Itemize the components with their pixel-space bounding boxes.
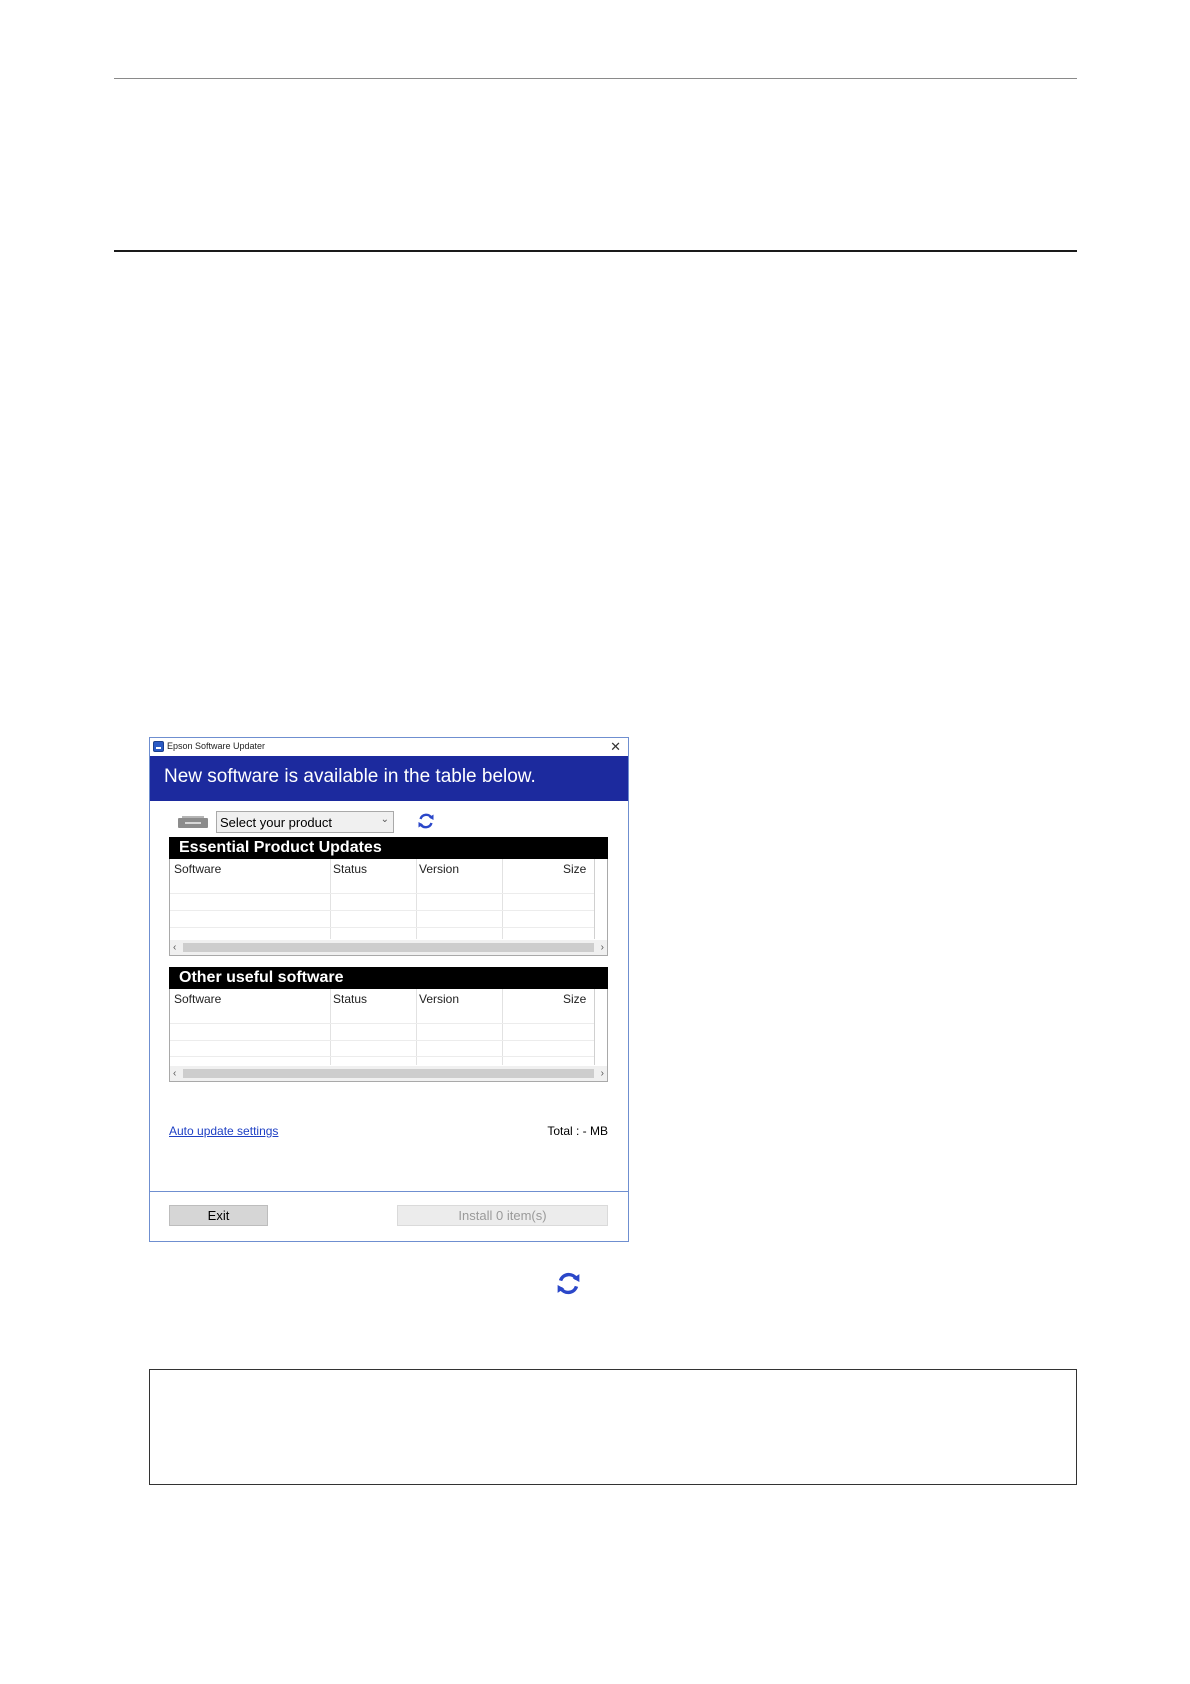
section-divider [114,250,1077,252]
exit-button[interactable]: Exit [169,1205,268,1226]
column-header-size[interactable]: Size [563,992,587,1006]
refresh-icon[interactable] [416,811,436,831]
essential-updates-table[interactable] [169,859,608,956]
scroll-right-icon[interactable]: › [600,942,604,953]
chevron-down-icon: ⌄ [380,814,389,825]
auto-update-settings-link[interactable]: Auto update settings [169,1124,279,1138]
column-divider [330,989,331,1065]
table-row [170,927,594,928]
column-header-status[interactable]: Status [333,992,368,1006]
column-header-version[interactable]: Version [419,862,460,876]
column-divider [416,989,417,1065]
close-icon[interactable]: ✕ [610,739,621,754]
title-bar [150,738,628,756]
column-header-version[interactable]: Version [419,992,460,1006]
horizontal-scrollbar[interactable] [170,1066,607,1081]
total-size: Total : - MB [547,1124,608,1138]
printer-icon [178,816,208,828]
app-icon [153,741,164,752]
note-box [149,1369,1077,1485]
vertical-scroll-strip [594,989,595,1065]
scrollbar-thumb[interactable] [183,1069,594,1078]
essential-updates-title: Essential Product Updates [179,839,382,856]
table-row [170,910,594,911]
table-row [170,1040,594,1041]
window-title: Epson Software Updater [167,741,266,751]
essential-updates-header [169,837,608,859]
column-header-software[interactable]: Software [174,862,222,876]
other-software-table[interactable] [169,989,608,1082]
table-row [170,893,594,894]
install-button[interactable]: Install 0 item(s) [397,1205,608,1226]
horizontal-scrollbar[interactable] [170,940,607,955]
vertical-scroll-strip [594,859,595,939]
status-banner [150,756,628,801]
refresh-icon [554,1269,583,1298]
column-header-size[interactable]: Size [563,862,587,876]
column-header-status[interactable]: Status [333,862,368,876]
product-select-value: Select your product [220,815,333,830]
product-select[interactable] [216,811,394,833]
table-row [170,1056,594,1057]
footer-divider [150,1191,628,1192]
page-top-rule [114,78,1077,79]
column-header-software[interactable]: Software [174,992,222,1006]
column-divider [502,989,503,1065]
banner-text: New software is available in the table below. [164,766,536,787]
table-row [170,1023,594,1024]
other-software-header [169,967,608,989]
scroll-left-icon[interactable]: ‹ [173,1068,177,1079]
software-updater-window [149,737,629,1242]
scroll-left-icon[interactable]: ‹ [173,942,177,953]
scroll-right-icon[interactable]: › [600,1068,604,1079]
scrollbar-thumb[interactable] [183,943,594,952]
other-software-title: Other useful software [179,969,344,986]
